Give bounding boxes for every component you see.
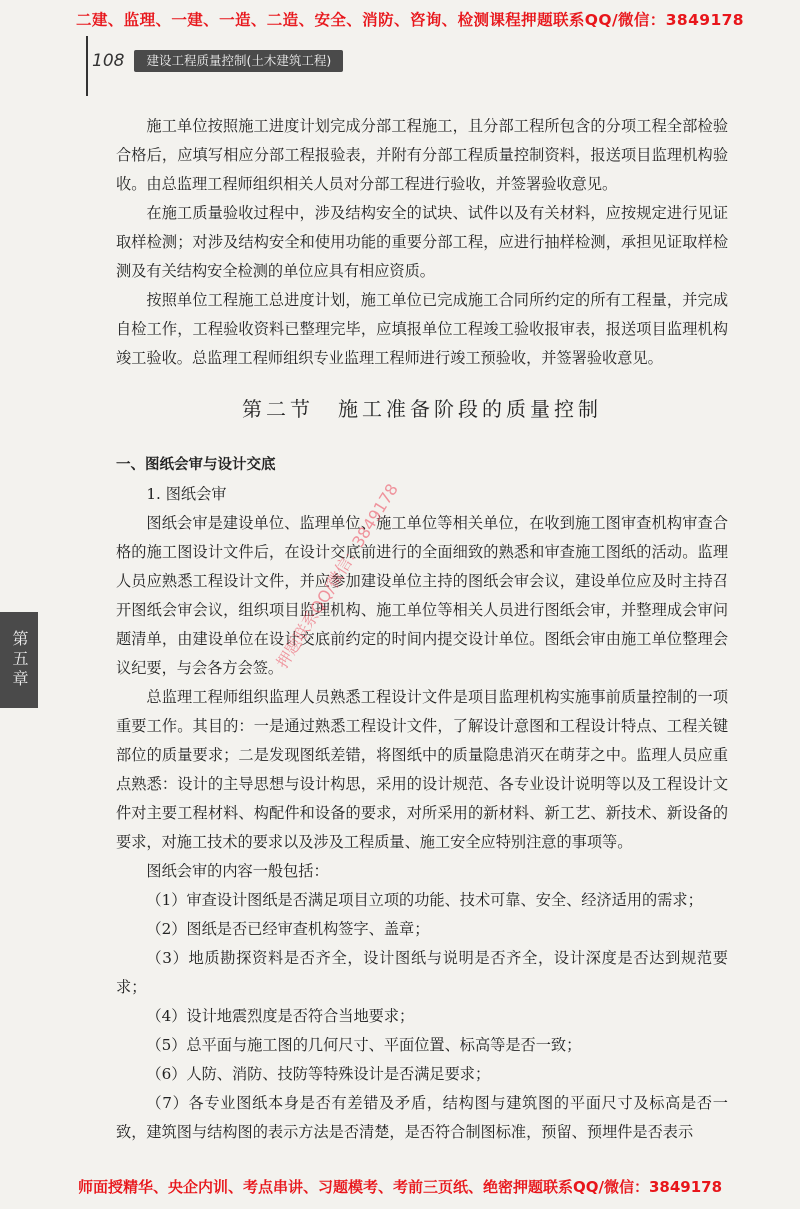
heading-level-1: 一、图纸会审与设计交底 bbox=[116, 457, 276, 473]
running-header bbox=[86, 50, 343, 72]
paragraph: 施工单位按照施工进度计划完成分部工程施工，且分部工程所包含的分项工程全部检验合格后，应填写相应分部工程报验表，并附有分部工程质量控制资料，报送项目监理机构验收。由总监理工程师组织相关人员对分部工程进行验收，并签署验收意见。 bbox=[116, 117, 728, 193]
chapter-tab: 第五章 bbox=[0, 612, 38, 708]
paragraph: 总监理工程师组织监理人员熟悉工程设计文件是项目监理机构实施事前质量控制的一项重要工作。其目的：一是通过熟悉工程设计文件，了解设计意图和工程设计特点、工程关键部位的质量要求；二是发现图纸差错，将图纸中的质量隐患消灭在萌芽之中。监理人员应重点熟悉：设计的主导思想与设计构思，采用的设计规范、各专业设计说明等以及工程设计文件对主要工程材料、构配件和设备的要求，对所采用的新材料、新工艺、新技术、新设备的要求，对施工技术的要求以及涉及工程质量、施工安全应特别注意的事项等。 bbox=[116, 688, 728, 851]
list-item: （4）设计地震烈度是否符合当地要求； bbox=[146, 1007, 415, 1025]
list-item: （7）各专业图纸本身是否有差错及矛盾，结构图与建筑图的平面尺寸及标高是否一致，建筑图与结构图的表示方法是否清楚，是否符合制图标准，预留、预埋件是否表示 bbox=[116, 1094, 728, 1141]
paragraph: 按照单位工程施工总进度计划，施工单位已完成施工合同所约定的所有工程量，并完成自检工作，工程验收资料已整理完毕，应填报单位工程竣工验收报审表，报送项目监理机构竣工验收。总监理工程师组织专业监理工程师进行竣工预验收，并签署验收意见。 bbox=[116, 291, 728, 367]
list-item: （3）地质勘探资料是否齐全，设计图纸与说明是否齐全，设计深度是否达到规范要求； bbox=[116, 949, 728, 996]
list-item: （2）图纸是否已经审查机构签字、盖章； bbox=[146, 920, 430, 938]
heading-level-2: 1. 图纸会审 bbox=[146, 485, 227, 503]
top-advertisement-banner: 二建、监理、一建、一造、二造、安全、消防、咨询、检测课程押题联系QQ/微信：3849178 bbox=[75, 11, 744, 29]
watermark: 押题联系QQ/微信：3849178 bbox=[272, 480, 402, 672]
page-body bbox=[116, 112, 728, 1147]
list-item: （5）总平面与施工图的几何尺寸、平面位置、标高等是否一致； bbox=[146, 1036, 582, 1054]
paragraph: 图纸会审的内容一般包括： bbox=[146, 862, 329, 880]
book-title: 建设工程质量控制(土木建筑工程) bbox=[134, 50, 343, 72]
paragraph: 图纸会审是建设单位、监理单位、施工单位等相关单位，在收到施工图审查机构审查合格的施工图设计文件后，在设计交底前进行的全面细致的熟悉和审查施工图纸的活动。监理人员应熟悉工程设计文件，并应参加建设单位主持的图纸会审会议，建设单位应及时主持召开图纸会审会议，组织项目监理机构、施工单位等相关人员进行图纸会审，并整理成会审问题清单，由建设单位在设计交底前约定的时间内提交设计单位。图纸会审由施工单位整理会议纪要，与会各方会签。 bbox=[116, 514, 728, 677]
list-item: （1）审查设计图纸是否满足项目立项的功能、技术可靠、安全、经济适用的需求； bbox=[146, 891, 703, 909]
list-item: （6）人防、消防、技防等特殊设计是否满足要求； bbox=[146, 1065, 491, 1083]
page-number: 108 bbox=[92, 51, 125, 71]
bottom-advertisement-banner: 师面授精华、央企内训、考点串讲、习题模考、考前三页纸、绝密押题联系QQ/微信：3849178 bbox=[77, 1178, 723, 1196]
section-title: 第二节 施工准备阶段的质量控制 bbox=[242, 397, 602, 421]
paragraph: 在施工质量验收过程中，涉及结构安全的试块、试件以及有关材料，应按规定进行见证取样检测；对涉及结构安全和使用功能的重要分部工程，应进行抽样检测，承担见证取样检测及有关结构安全检测的单位应具有相应资质。 bbox=[116, 204, 728, 280]
